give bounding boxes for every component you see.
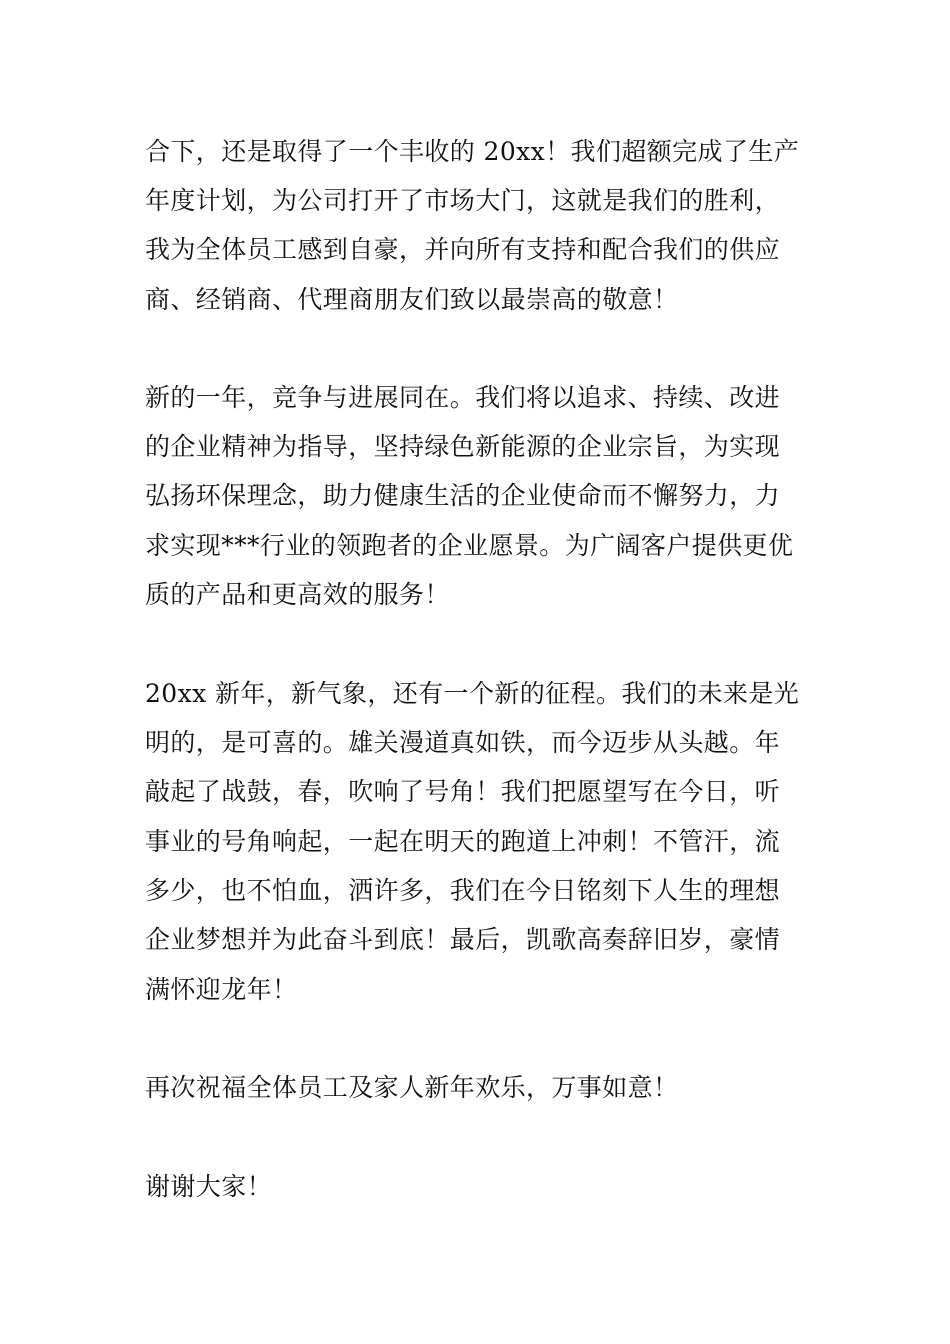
paragraph-3-line-1: 20xx 新年，新气象，还有一个新的征程。我们的未来是光 — [145, 679, 800, 708]
paragraph-2-line-4: 求实现***行业的领跑者的企业愿景。为广阔客户提供更优 — [145, 531, 794, 560]
paragraph-2-line-1: 新的一年，竞争与进展同在。我们将以追求、持续、改进 — [145, 383, 781, 412]
paragraph-2-line-3: 弘扬环保理念，助力健康生活的企业使命而不懈努力，力 — [145, 481, 781, 510]
paragraph-1-line-3: 我为全体员工感到自豪，并向所有支持和配合我们的供应 — [145, 235, 781, 264]
paragraph-2-line-5: 质的产品和更高效的服务！ — [145, 580, 450, 609]
paragraph-3-line-5: 多少，也不怕血，洒许多，我们在今日铭刻下人生的理想 — [145, 876, 781, 905]
paragraph-1-line-1: 合下，还是取得了一个丰收的 20xx！我们超额完成了生产 — [145, 137, 800, 166]
paragraph-1-line-4: 商、经销商、代理商朋友们致以最崇高的敬意！ — [145, 285, 679, 314]
paragraph-3-line-4: 事业的号角响起，一起在明天的跑道上冲刺！不管汗，流 — [145, 827, 781, 856]
paragraph-3-line-2: 明的，是可喜的。雄关漫道真如铁，而今迈步从头越。年 — [145, 728, 781, 757]
paragraph-2-line-2: 的企业精神为指导，坚持绿色新能源的企业宗旨，为实现 — [145, 432, 781, 461]
paragraph-1-line-2: 年度计划，为公司打开了市场大门，这就是我们的胜利， — [145, 186, 781, 215]
paragraph-3-line-7: 满怀迎龙年！ — [145, 975, 298, 1004]
paragraph-3-line-6: 企业梦想并为此奋斗到底！最后，凯歌高奏辞旧岁，豪情 — [145, 925, 781, 954]
paragraph-3-line-3: 敲起了战鼓，春，吹响了号角！我们把愿望写在今日，听 — [145, 777, 781, 806]
paragraph-4-line-1: 再次祝福全体员工及家人新年欢乐，万事如意！ — [145, 1073, 679, 1102]
paragraph-5-line-1: 谢谢大家！ — [145, 1172, 273, 1201]
